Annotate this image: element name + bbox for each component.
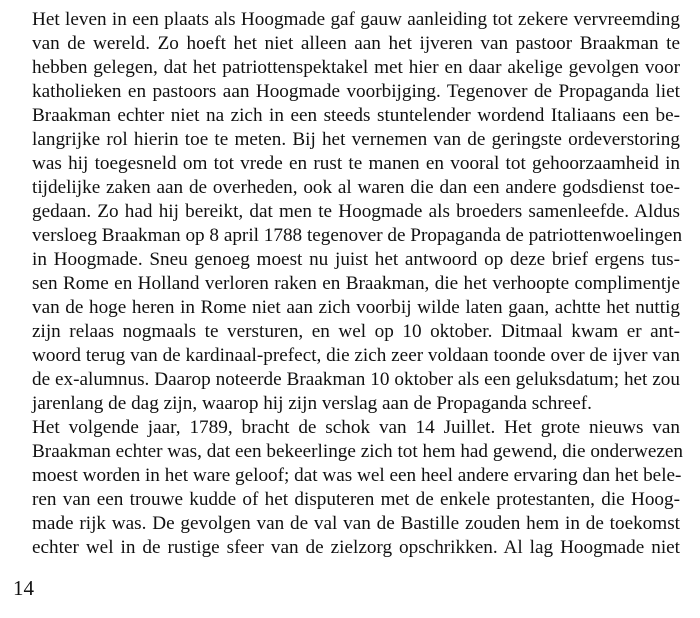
paragraph-1 (32, 8, 683, 416)
text-line: de ex-alumnus. Daarop noteerde Braakman 10 oktober als een geluksdatum; het zou (32, 369, 680, 390)
text-line: langrijke rol hierin toe te meten. Bij het vernemen van de geringste ordeverstoring (32, 129, 680, 150)
body-text (32, 8, 684, 560)
text-line: woord terug van de kardinaal-prefect, die zich zeer voldaan toonde over de ijver van (32, 345, 680, 366)
text-line: versloeg Braakman op 8 april 1788 tegenover de Propaganda de patriottenwoelingen (32, 225, 683, 246)
text-line: jarenlang de dag zijn, waarop hij zijn verslag aan de Propaganda schreef. (32, 393, 592, 414)
text-line: sen Rome en Holland verloren raken en Braakman, die het verhoopte complimentje (32, 273, 680, 294)
text-line: echter wel in de rustige sfeer van de zielzorg opschrikken. Al lag Hoogmade niet (32, 537, 680, 558)
text-line: Het volgende jaar, 1789, bracht de schok van 14 Juillet. Het grote nieuws van (32, 417, 680, 438)
text-line: Braakman echter was, dat een bekeerlinge zich tot hem had gewend, die onderwezen (32, 441, 684, 462)
text-line: katholieken en pastoors aan Hoogmade voorbijging. Tegenover de Propaganda liet (32, 81, 680, 102)
text-line: Braakman echter niet na zich in een steeds stuntelender wordend Italiaans een be- (32, 105, 680, 126)
text-line: tijdelijke zaken aan de overheden, ook al waren die dan een andere godsdienst toe- (32, 177, 680, 198)
text-line: van de wereld. Zo hoeft het niet alleen aan het ijveren van pastoor Braakman te (32, 33, 680, 54)
text-line: in Hoogmade. Sneu genoeg moest nu juist het antwoord op deze brief ergens tus- (32, 249, 680, 270)
paragraph-2 (32, 416, 684, 560)
text-line: gedaan. Zo had hij bereikt, dat men te Hoogmade als broeders samenleefde. Aldus (32, 201, 680, 222)
page-number: 14 (13, 576, 34, 600)
text-line: van de hoge heren in Rome niet aan zich voorbij wilde laten gaan, achtte het nuttig (32, 297, 680, 318)
text-line: zijn relaas nogmaals te versturen, en wel op 10 oktober. Ditmaal kwam er ant- (32, 321, 680, 342)
text-line: Het leven in een plaats als Hoogmade gaf gauw aanleiding tot zekere vervreemding (32, 9, 680, 30)
text-line: ren van een trouwe kudde of het disputeren met de enkele protestanten, die Hoog- (32, 489, 680, 510)
text-line: hebben gelegen, dat het patriottenspektakel met hier en daar akelige gevolgen voor (32, 57, 680, 78)
text-line: moest worden in het ware geloof; dat was wel een heel andere ervaring dan het bele- (32, 465, 682, 486)
text-line: made rijk was. De gevolgen van de val van de Bastille zouden hem in de toekomst (32, 513, 680, 534)
text-line: was hij toegesneld om tot vrede en rust te manen en vooral tot gehoorzaamheid in (32, 153, 680, 174)
